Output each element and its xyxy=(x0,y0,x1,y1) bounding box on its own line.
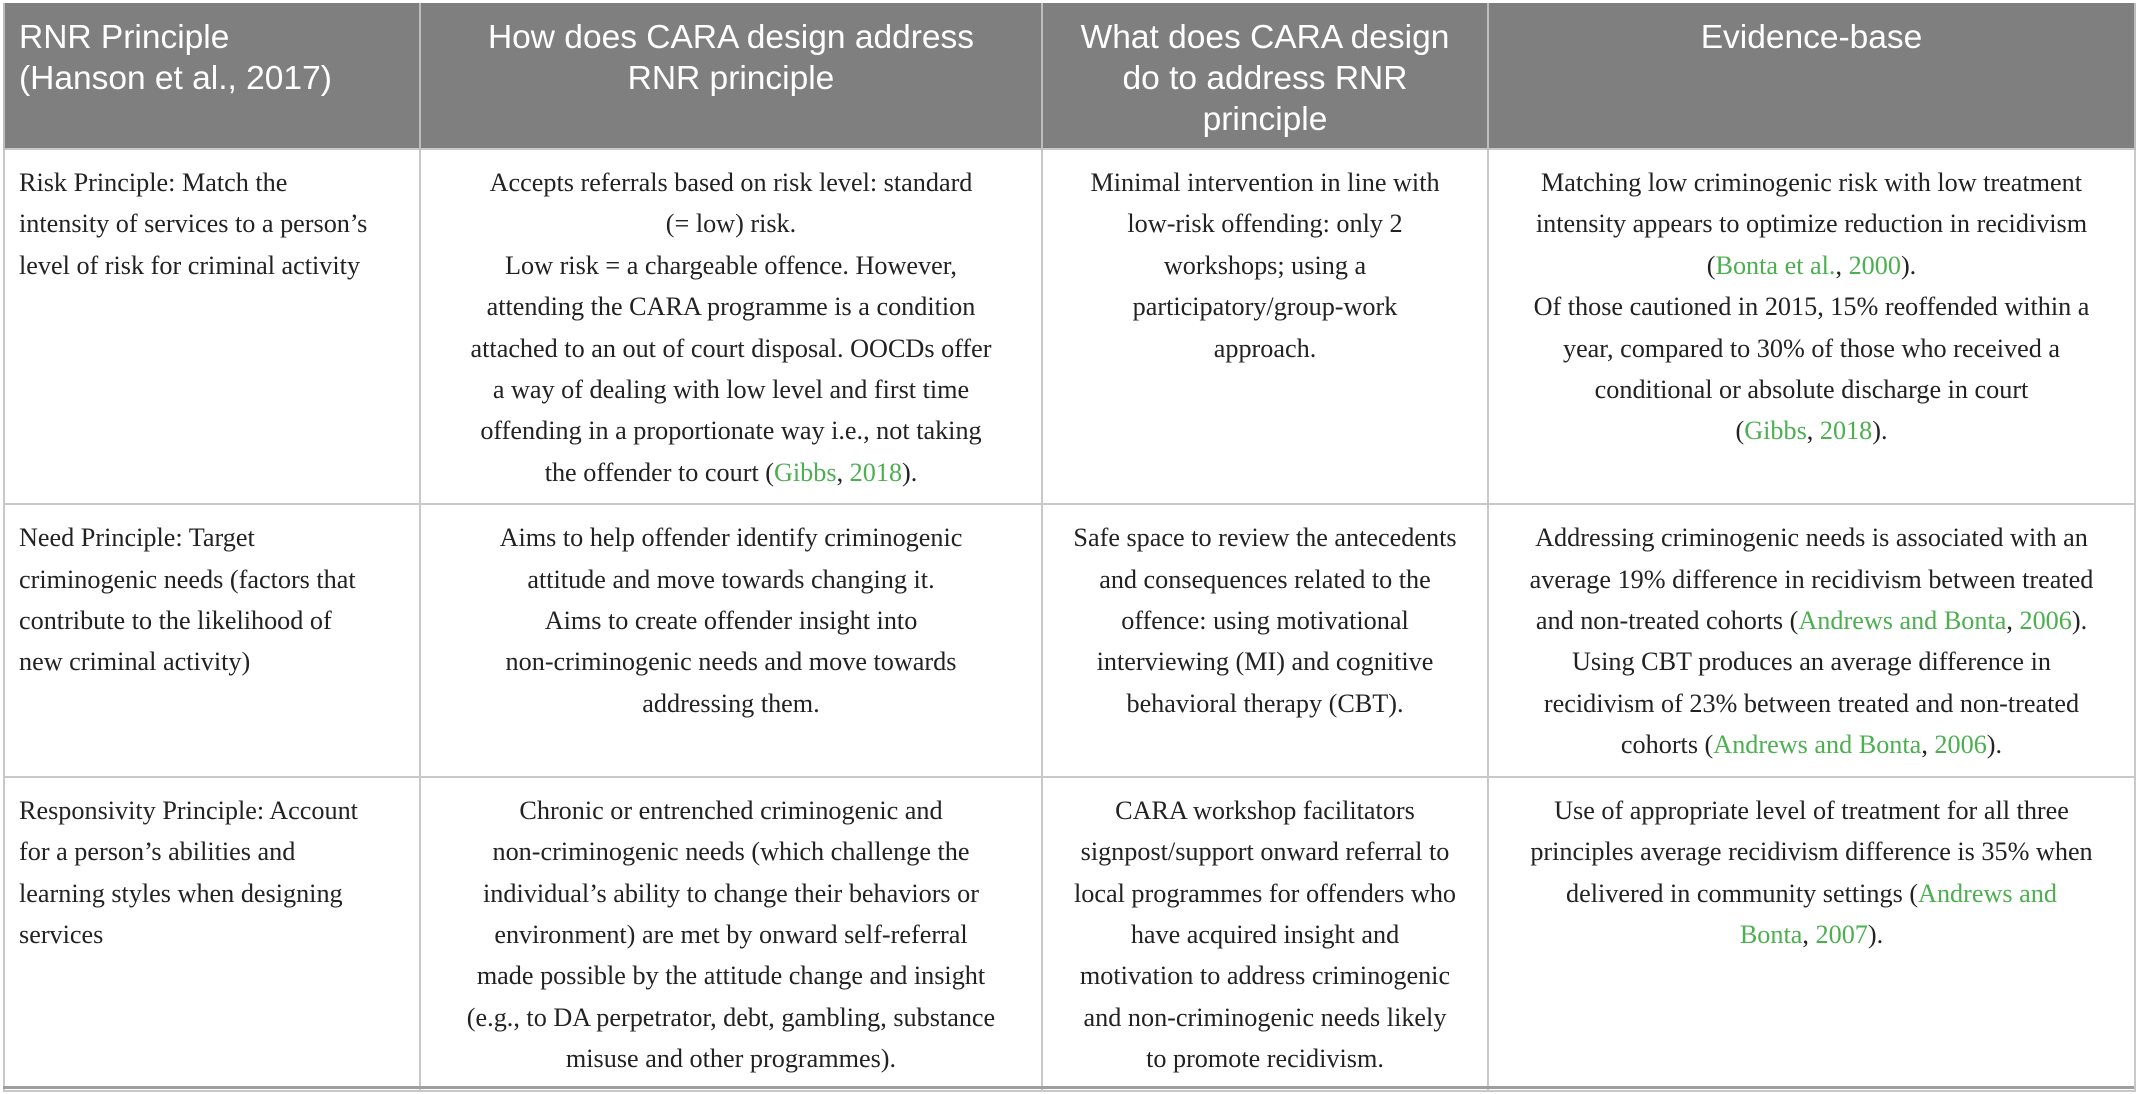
citation-year-link[interactable]: 2007 xyxy=(1815,919,1868,949)
cell-line: Aims to create offender insight into xyxy=(544,606,918,636)
cell-line: Safe space to review the antecedents xyxy=(1073,523,1457,553)
citation-year-link[interactable]: 2006 xyxy=(1934,730,1987,760)
citation-year-link[interactable]: 2018 xyxy=(1819,416,1873,446)
cell-line: approach. xyxy=(1213,333,1317,363)
cell-line: workshops; using a xyxy=(1163,250,1367,280)
cell-line xyxy=(435,452,1027,493)
text-segment: ( xyxy=(1706,250,1716,280)
cell-line: Using CBT produces an average difference in xyxy=(1572,647,2051,677)
cell-line: signpost/support onward referral to xyxy=(1080,837,1450,867)
text-segment: , xyxy=(836,457,850,487)
text-segment: and non-treated cohorts ( xyxy=(1535,606,1799,636)
cell-line: behavioral therapy (CBT). xyxy=(1126,688,1404,718)
header-text: What does CARA design xyxy=(1080,19,1450,56)
cell-evidence xyxy=(1488,777,2135,1091)
header-text: (Hanson et al., 2017) xyxy=(19,60,332,97)
text-segment: , xyxy=(1921,730,1935,760)
cell-line: level of risk for criminal activity xyxy=(19,250,361,280)
text-segment: the offender to court ( xyxy=(544,457,774,487)
cell-line: for a person’s abilities and xyxy=(19,837,296,867)
cell-what xyxy=(1042,504,1488,776)
citation-link[interactable]: Bonta xyxy=(1739,919,1803,949)
header-text: How does CARA design address xyxy=(487,19,974,56)
text-segment: delivered in community settings ( xyxy=(1566,878,1919,908)
cell-what xyxy=(1042,149,1488,504)
table-row-risk xyxy=(4,149,2135,504)
text-segment: , xyxy=(1802,919,1816,949)
cell-line: Need Principle: Target xyxy=(19,523,255,553)
cell-line xyxy=(1503,410,2120,451)
text-segment: ). xyxy=(902,457,918,487)
text-segment: , xyxy=(1835,250,1849,280)
cell-line: Minimal intervention in line with xyxy=(1090,168,1440,197)
cell-line: addressing them. xyxy=(642,688,820,718)
cell-line: intensity appears to optimize reduction in recidivism xyxy=(1535,209,2088,239)
cell-line: year, compared to 30% of those who received a xyxy=(1562,333,2061,363)
header-text: RNR principle xyxy=(627,60,835,97)
cell-line: recidivism of 23% between treated and non-treated xyxy=(1543,688,2080,718)
cell-line xyxy=(1503,600,2120,641)
cell-line: Accepts referrals based on risk level: standard xyxy=(489,168,973,197)
rnr-principles-table xyxy=(3,3,2136,1092)
header-how-design xyxy=(420,3,1042,149)
cell-line: attached to an out of court disposal. OOCDs offer xyxy=(470,333,992,363)
header-evidence-base xyxy=(1488,3,2135,149)
cell-line: and non-criminogenic needs likely xyxy=(1083,1002,1447,1032)
cell-line: intensity of services to a person’s xyxy=(19,209,368,239)
cell-line: CARA workshop facilitators xyxy=(1115,795,1415,825)
cell-line: and consequences related to the xyxy=(1099,564,1431,594)
cell-line: offending in a proportionate way i.e., not taking xyxy=(480,416,982,446)
cell-line: Use of appropriate level of treatment for all three xyxy=(1554,795,2069,825)
cell-line: Matching low criminogenic risk with low treatment xyxy=(1540,168,2083,197)
cell-line xyxy=(1503,873,2120,914)
cell-line xyxy=(1503,245,2120,286)
citation-link[interactable]: Gibbs xyxy=(773,457,837,487)
text-segment: , xyxy=(2006,606,2020,636)
text-segment: ). xyxy=(1900,250,1917,280)
text-segment: ). xyxy=(1872,416,1888,446)
text-segment: ). xyxy=(1986,730,2003,760)
cell-line: non-criminogenic needs and move towards xyxy=(505,647,957,677)
header-text: principle xyxy=(1202,101,1328,138)
cell-line: Responsivity Principle: Account xyxy=(19,795,358,825)
citation-year-link[interactable]: 2006 xyxy=(2019,606,2072,636)
cell-how xyxy=(420,504,1042,776)
text-segment: , xyxy=(1806,416,1820,446)
header-text: RNR Principle xyxy=(19,19,230,56)
cell-line: (e.g., to DA perpetrator, debt, gambling, substance xyxy=(466,1002,996,1032)
cell-evidence xyxy=(1488,149,2135,504)
cell-line: contribute to the likelihood of xyxy=(19,606,332,636)
text-segment: ). xyxy=(2071,606,2088,636)
citation-link[interactable]: Gibbs xyxy=(1744,416,1807,446)
text-segment: ( xyxy=(1735,416,1745,446)
cell-how xyxy=(420,149,1042,504)
citation-link[interactable]: Andrews and Bonta xyxy=(1798,606,2007,636)
cell-line: (= low) risk. xyxy=(665,209,797,239)
cell-evidence xyxy=(1488,504,2135,776)
cell-line: Low risk = a chargeable offence. However, xyxy=(505,250,957,280)
cell-line: motivation to address criminogenic xyxy=(1079,961,1451,991)
header-text: do to address RNR xyxy=(1122,60,1408,97)
header-rnr-principle xyxy=(4,3,420,149)
cell-line: Risk Principle: Match the xyxy=(19,168,288,197)
cell-line: have acquired insight and xyxy=(1130,919,1400,949)
table-row-responsivity xyxy=(4,777,2135,1091)
cell-principle xyxy=(4,149,420,504)
cell-line: environment) are met by onward self-referral xyxy=(494,919,968,949)
citation-link[interactable]: Andrews and xyxy=(1918,878,2057,908)
cell-line: average 19% difference in recidivism between treated xyxy=(1529,564,2094,594)
cell-line: individual’s ability to change their behaviors or xyxy=(483,878,979,908)
text-segment: ). xyxy=(1867,919,1884,949)
cell-line: offence: using motivational xyxy=(1121,606,1409,636)
citation-link[interactable]: Bonta et al. xyxy=(1715,250,1836,280)
cell-line: non-criminogenic needs (which challenge the xyxy=(492,837,970,867)
cell-line: attitude and move towards changing it. xyxy=(527,564,935,594)
cell-what xyxy=(1042,777,1488,1091)
table-row-need xyxy=(4,504,2135,776)
cell-line: new criminal activity) xyxy=(19,647,251,677)
cell-line: Chronic or entrenched criminogenic and xyxy=(519,795,943,825)
cell-line xyxy=(1503,724,2120,765)
cell-principle xyxy=(4,777,420,1091)
cell-line: Aims to help offender identify criminogenic xyxy=(499,523,963,553)
cell-line: Addressing criminogenic needs is associated with an xyxy=(1535,523,2088,553)
cell-line: services xyxy=(19,919,104,949)
cell-line: to promote recidivism. xyxy=(1146,1044,1384,1074)
cell-line: conditional or absolute discharge in court xyxy=(1594,375,2029,405)
table-header-row xyxy=(4,3,2135,149)
cell-principle xyxy=(4,504,420,776)
header-what-design xyxy=(1042,3,1488,149)
text-segment: cohorts ( xyxy=(1620,730,1714,760)
cell-line: learning styles when designing xyxy=(19,878,343,908)
table-bottom-rule xyxy=(3,1086,2134,1089)
cell-line: participatory/group-work xyxy=(1132,292,1398,322)
cell-line: low-risk offending: only 2 xyxy=(1127,209,1403,239)
cell-line: local programmes for offenders who xyxy=(1073,878,1457,908)
cell-line: misuse and other programmes). xyxy=(565,1044,897,1074)
citation-year-link[interactable]: 2018 xyxy=(849,457,903,487)
cell-line: interviewing (MI) and cognitive xyxy=(1096,647,1434,677)
cell-line: attending the CARA programme is a condition xyxy=(486,292,976,322)
rnr-table-container xyxy=(3,3,2134,1092)
cell-line: a way of dealing with low level and first time xyxy=(492,375,970,405)
cell-line: made possible by the attitude change and insight xyxy=(476,961,986,991)
cell-line: Of those cautioned in 2015, 15% reoffended within a xyxy=(1533,292,2090,322)
cell-line: criminogenic needs (factors that xyxy=(19,564,356,594)
cell-how xyxy=(420,777,1042,1091)
cell-line xyxy=(1503,914,2120,955)
citation-year-link[interactable]: 2000 xyxy=(1848,250,1901,280)
header-text: Evidence-base xyxy=(1700,19,1923,56)
citation-link[interactable]: Andrews and Bonta xyxy=(1713,730,1922,760)
cell-line: principles average recidivism difference is 35% when xyxy=(1530,837,2093,867)
